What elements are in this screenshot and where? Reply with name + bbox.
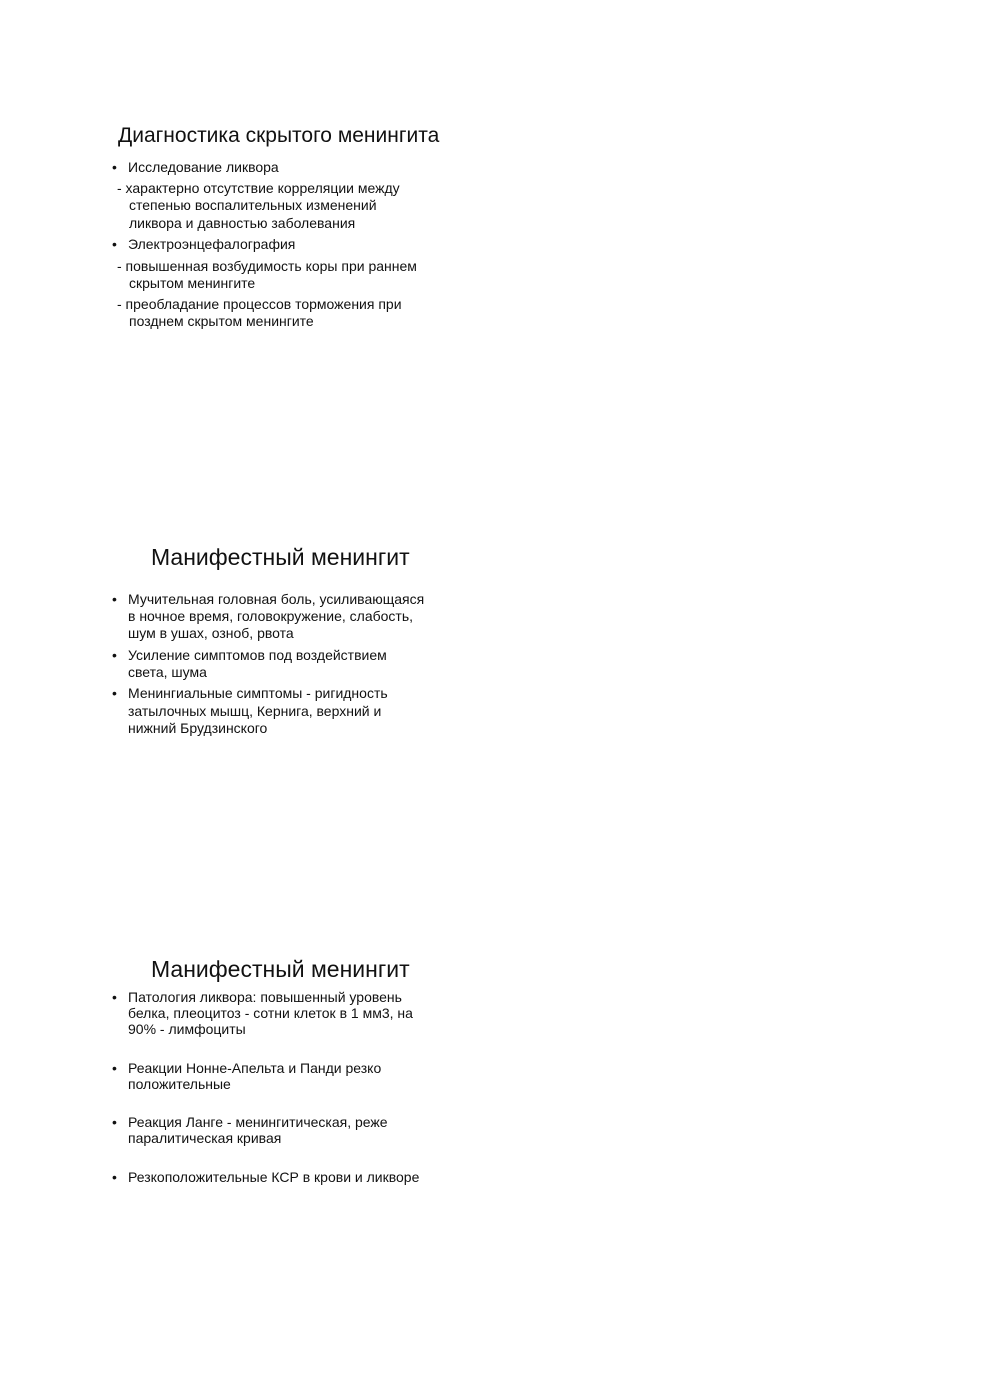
- list-item-text: Реакции Нонне-Апельта и Панди резко: [128, 1060, 382, 1076]
- bullet-icon: •: [112, 685, 117, 701]
- sub-item-text: - повышенная возбудимость коры при раннем: [117, 258, 417, 274]
- slide-3-title: Манифестный менингит: [151, 956, 410, 982]
- list-item-text: белка, плеоцитоз - сотни клеток в 1 мм3, на: [128, 1005, 413, 1021]
- bullet-icon: •: [112, 159, 117, 175]
- bullet-icon: •: [112, 1169, 117, 1185]
- bullet-icon: •: [112, 236, 117, 252]
- bullet-icon: •: [112, 1060, 117, 1076]
- bullet-icon: •: [112, 647, 117, 663]
- list-item-text: Усиление симптомов под воздействием: [128, 647, 387, 663]
- bullet-icon: •: [112, 1114, 117, 1130]
- list-item-text: положительные: [128, 1076, 231, 1092]
- list-item-text: света, шума: [128, 664, 207, 680]
- list-item-text: шум в ушах, озноб, рвота: [128, 625, 294, 641]
- list-item-text: Мучительная головная боль, усиливающаяся: [128, 591, 425, 607]
- sub-item-text: - характерно отсутствие корреляции между: [117, 180, 400, 196]
- list-item-text: в ночное время, головокружение, слабость,: [128, 608, 414, 624]
- sub-item-text: степенью воспалительных изменений: [129, 197, 377, 213]
- list-item-text: затылочных мышц, Кернига, верхний и: [128, 703, 382, 719]
- list-item-text: паралитическая кривая: [128, 1130, 282, 1146]
- list-item-text: Реакция Ланге - менингитическая, реже: [128, 1114, 388, 1130]
- list-item-text: Исследование ликвора: [128, 159, 279, 175]
- bullet-icon: •: [112, 591, 117, 607]
- slide-1-title: Диагностика скрытого менингита: [118, 124, 440, 147]
- sub-item-text: ликвора и давностью заболевания: [129, 215, 356, 231]
- list-item-text: Менингиальные симптомы - ригидность: [128, 685, 388, 701]
- sub-item-text: позднем скрытом менингите: [129, 313, 314, 329]
- slide-2-title: Манифестный менингит: [151, 544, 410, 570]
- list-item-text: нижний Брудзинского: [128, 720, 268, 736]
- list-item-text: Патология ликвора: повышенный уровень: [128, 989, 402, 1005]
- sub-item-text: скрытом менингите: [129, 275, 256, 291]
- list-item-text: Резкоположительные КСР в крови и ликворе: [128, 1169, 420, 1185]
- sub-item-text: - преобладание процессов торможения при: [117, 296, 402, 312]
- list-item-text: Электроэнцефалография: [128, 236, 296, 252]
- list-item-text: 90% - лимфоциты: [128, 1021, 246, 1037]
- bullet-icon: •: [112, 989, 117, 1005]
